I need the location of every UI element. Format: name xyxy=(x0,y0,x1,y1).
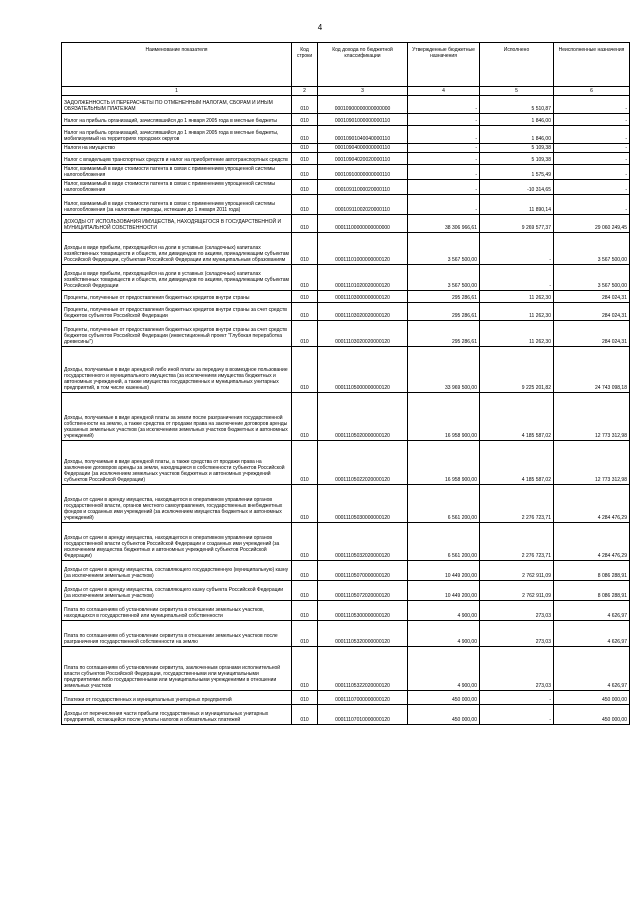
row-income-code: 00011101000000000120 xyxy=(318,233,408,265)
row-indicator-name: ЗАДОЛЖЕННОСТЬ И ПЕРЕРАСЧЕТЫ ПО ОТМЕНЕННЫМ НАЛОГАМ, СБОРАМ И ИНЫМ ОБЯЗАТЕЛЬНЫМ ПЛАТЕЖАМ xyxy=(62,96,292,114)
row-unexecuted-amount: 284 024,31 xyxy=(554,303,630,321)
table-row xyxy=(62,303,630,321)
row-executed-amount: 1 575,49 xyxy=(480,165,554,180)
row-unexecuted-amount: 284 024,31 xyxy=(554,321,630,347)
row-income-code: 00011105072020000120 xyxy=(318,581,408,601)
row-unexecuted-amount: 284 024,31 xyxy=(554,291,630,303)
row-income-code: 00011105020000000120 xyxy=(318,393,408,441)
row-indicator-name: Налог, взимаемый в виде стоимости патента в связи с применением упрощенной системы налогообложения (за налоговые периоды, истекшие до 1 января 2011 года) xyxy=(62,195,292,215)
row-executed-amount: 11 262,30 xyxy=(480,291,554,303)
row-income-code: 00011103000000000120 xyxy=(318,291,408,303)
row-unexecuted-amount: 12 773 312,98 xyxy=(554,441,630,485)
row-income-code: 00010911000020000110 xyxy=(318,180,408,195)
row-executed-amount: - xyxy=(480,265,554,291)
row-line-code: 010 xyxy=(292,485,318,523)
row-line-code: 010 xyxy=(292,601,318,621)
row-unexecuted-amount: - xyxy=(554,195,630,215)
table-row xyxy=(62,265,630,291)
row-income-code: 00011107000000000120 xyxy=(318,691,408,705)
row-indicator-name: Платежи от государственных и муниципальных унитарных предприятий xyxy=(62,691,292,705)
row-indicator-name: Доходы, получаемые в виде арендной платы за земли после разграничения государственной собственности на землю, а также средства от продажи права на заключение договоров аренды указанных земельных участков (за исключением земельных участков бюджетных и автономных учреждений) xyxy=(62,393,292,441)
row-income-code: 00011103020020000120 xyxy=(318,321,408,347)
row-income-code: 00011105300000000120 xyxy=(318,601,408,621)
row-line-code: 010 xyxy=(292,621,318,647)
row-income-code: 00011101020020000120 xyxy=(318,265,408,291)
table-body xyxy=(62,96,630,725)
row-unexecuted-amount: 4 284 476,29 xyxy=(554,485,630,523)
table-row xyxy=(62,691,630,705)
row-executed-amount: -10 314,65 xyxy=(480,180,554,195)
row-executed-amount: 9 269 577,37 xyxy=(480,215,554,233)
table-row xyxy=(62,215,630,233)
row-line-code: 010 xyxy=(292,441,318,485)
row-income-code: 00011105320000000120 xyxy=(318,621,408,647)
row-indicator-name: Доходы от перечисления части прибыли государственных и муниципальных унитарных предприятий, остающейся после уплаты налогов и обязательных платежей xyxy=(62,705,292,725)
row-line-code: 010 xyxy=(292,647,318,691)
column-number: 6 xyxy=(554,87,630,96)
row-approved-amount: 10 449 200,00 xyxy=(408,561,480,581)
table-row xyxy=(62,233,630,265)
row-line-code: 010 xyxy=(292,180,318,195)
column-number: 3 xyxy=(318,87,408,96)
row-indicator-name: Проценты, полученные от предоставления бюджетных кредитов внутри страны за счет средств бюджетов субъектов Российской Федерации (инвестиционный проект "Глубокая переработка древесины") xyxy=(62,321,292,347)
row-line-code: 010 xyxy=(292,581,318,601)
row-indicator-name: Доходы, получаемые в виде арендной либо иной платы за передачу в возмездное пользование государственного и муниципального имущества (за исключением имущества бюджетных и автономных учреждений, а также имущества государственных и муниципальных унитарных предприятий, в том числе казенных) xyxy=(62,347,292,393)
row-unexecuted-amount: 450 000,00 xyxy=(554,705,630,725)
row-approved-amount: 4 900,00 xyxy=(408,601,480,621)
table-row xyxy=(62,601,630,621)
row-income-code: 00011107010000000120 xyxy=(318,705,408,725)
table-row xyxy=(62,165,630,180)
row-income-code: 00011105022020000120 xyxy=(318,441,408,485)
row-income-code: 00011105030000000120 xyxy=(318,485,408,523)
row-unexecuted-amount: - xyxy=(554,180,630,195)
row-indicator-name: Доходы в виде прибыли, приходящейся на доли в уставных (складочных) капиталах хозяйственных товариществ и обществ, или дивидендов по акциям, принадлежащим субъектам Российской Федерации, субъектам Российской Федерации или муниципальным образованиям xyxy=(62,233,292,265)
row-indicator-name: Проценты, полученные от предоставления бюджетных кредитов внутри страны xyxy=(62,291,292,303)
table-row xyxy=(62,581,630,601)
row-indicator-name: Плата по соглашениям об установлении сервитута в отношении земельных участков после разграничения государственной собственности на землю xyxy=(62,621,292,647)
table-row xyxy=(62,144,630,153)
column-number-row xyxy=(62,87,630,96)
row-unexecuted-amount: - xyxy=(554,96,630,114)
row-indicator-name: Налог с владельцев транспортных средств и налог на приобретение автотранспортных средств xyxy=(62,153,292,165)
table-row xyxy=(62,393,630,441)
row-approved-amount: 16 958 900,00 xyxy=(408,441,480,485)
row-executed-amount: - xyxy=(480,233,554,265)
row-approved-amount: 295 286,61 xyxy=(408,321,480,347)
row-approved-amount: 4 900,00 xyxy=(408,647,480,691)
row-income-code: 00010901040040000110 xyxy=(318,126,408,144)
table-row xyxy=(62,126,630,144)
row-line-code: 010 xyxy=(292,96,318,114)
row-line-code: 010 xyxy=(292,291,318,303)
row-line-code: 010 xyxy=(292,126,318,144)
row-approved-amount: 450 000,00 xyxy=(408,691,480,705)
table-header-row xyxy=(62,43,630,87)
row-indicator-name: Плата по соглашениям об установлении сервитута, заключенным органами исполнительной власти субъектов Российской Федерации, государственными или муниципальными предприятиями либо государственными или муниципальными учреждениями в отношении земельных участков xyxy=(62,647,292,691)
table-row xyxy=(62,195,630,215)
table-row xyxy=(62,96,630,114)
row-line-code: 010 xyxy=(292,303,318,321)
row-indicator-name: Доходы от сдачи в аренду имущества, составляющего казну субъекта Российской Федерации (за исключением земельных участков) xyxy=(62,581,292,601)
table-row xyxy=(62,114,630,126)
header-line-code: Код строки xyxy=(292,43,318,87)
row-indicator-name: Налог на прибыль организаций, зачислявшийся до 1 января 2005 года в местные бюджеты, мобилизуемый на территориях городских округов xyxy=(62,126,292,144)
row-unexecuted-amount: 3 567 500,00 xyxy=(554,265,630,291)
row-approved-amount: 450 000,00 xyxy=(408,705,480,725)
row-unexecuted-amount: - xyxy=(554,153,630,165)
row-executed-amount: 1 846,00 xyxy=(480,114,554,126)
row-approved-amount: 3 567 500,00 xyxy=(408,233,480,265)
row-executed-amount: - xyxy=(480,705,554,725)
row-approved-amount: - xyxy=(408,144,480,153)
row-executed-amount: 5 109,38 xyxy=(480,144,554,153)
row-executed-amount: 1 846,00 xyxy=(480,126,554,144)
row-unexecuted-amount: 450 000,00 xyxy=(554,691,630,705)
row-line-code: 010 xyxy=(292,114,318,126)
row-indicator-name: Доходы от сдачи в аренду имущества, находящегося в оперативном управлении органов государственной власти, органов местного самоуправления, государственных внебюджетных фондов и созданных ими учреждений (за исключением имущества бюджетных и автономных учреждений) xyxy=(62,485,292,523)
row-unexecuted-amount: 29 060 249,45 xyxy=(554,215,630,233)
row-approved-amount: - xyxy=(408,180,480,195)
row-approved-amount: 6 561 200,00 xyxy=(408,523,480,561)
row-executed-amount: 2 276 723,71 xyxy=(480,523,554,561)
row-indicator-name: Доходы от сдачи в аренду имущества, находящегося в оперативном управлении органов государственной власти субъектов Российской Федерации и созданных ими учреждений (за исключением имущества бюджетных и автономных учреждений субъектов Российской Федерации) xyxy=(62,523,292,561)
header-unexecuted: Неисполненные назначения xyxy=(554,43,630,87)
table-row xyxy=(62,153,630,165)
row-line-code: 010 xyxy=(292,321,318,347)
row-approved-amount: - xyxy=(408,195,480,215)
table-row xyxy=(62,485,630,523)
row-unexecuted-amount: 8 086 288,91 xyxy=(554,561,630,581)
table-row xyxy=(62,523,630,561)
row-executed-amount: 4 185 587,02 xyxy=(480,441,554,485)
row-unexecuted-amount: 8 086 288,91 xyxy=(554,581,630,601)
row-indicator-name: Проценты, полученные от предоставления бюджетных кредитов внутри страны за счет средств бюджетов субъектов Российской Федерации xyxy=(62,303,292,321)
row-indicator-name: Налог, взимаемый в виде стоимости патента в связи с применением упрощенной системы налогообложения xyxy=(62,180,292,195)
row-line-code: 010 xyxy=(292,393,318,441)
table-row xyxy=(62,291,630,303)
row-unexecuted-amount: 4 626,97 xyxy=(554,621,630,647)
row-line-code: 010 xyxy=(292,233,318,265)
row-indicator-name: Доходы от сдачи в аренду имущества, составляющего государственную (муниципальную) казну (за исключением земельных участков) xyxy=(62,561,292,581)
row-approved-amount: 38 306 966,61 xyxy=(408,215,480,233)
row-executed-amount: 11 262,30 xyxy=(480,321,554,347)
row-indicator-name: Налог на прибыль организаций, зачислявшийся до 1 января 2005 года в местные бюджеты xyxy=(62,114,292,126)
row-line-code: 010 xyxy=(292,165,318,180)
table-row xyxy=(62,180,630,195)
row-unexecuted-amount: 12 773 312,98 xyxy=(554,393,630,441)
row-income-code: 00011105322020000120 xyxy=(318,647,408,691)
row-line-code: 010 xyxy=(292,265,318,291)
row-executed-amount: 4 185 587,02 xyxy=(480,393,554,441)
row-approved-amount: 10 449 200,00 xyxy=(408,581,480,601)
row-line-code: 010 xyxy=(292,215,318,233)
row-unexecuted-amount: 3 567 500,00 xyxy=(554,233,630,265)
row-approved-amount: 33 969 500,00 xyxy=(408,347,480,393)
header-approved: Утвержденные бюджетные назначения xyxy=(408,43,480,87)
row-income-code: 00011105000000000120 xyxy=(318,347,408,393)
row-line-code: 010 xyxy=(292,705,318,725)
row-income-code: 00010900000000000000 xyxy=(318,96,408,114)
row-income-code: 00011100000000000000 xyxy=(318,215,408,233)
header-income-code: Код дохода по бюджетной классификации xyxy=(318,43,408,87)
row-unexecuted-amount: - xyxy=(554,114,630,126)
row-approved-amount: - xyxy=(408,153,480,165)
row-line-code: 010 xyxy=(292,153,318,165)
row-income-code: 00010910000000000110 xyxy=(318,165,408,180)
row-unexecuted-amount: 24 743 098,18 xyxy=(554,347,630,393)
column-number: 2 xyxy=(292,87,318,96)
row-income-code: 00010904000000000110 xyxy=(318,144,408,153)
row-executed-amount: 11 890,14 xyxy=(480,195,554,215)
row-approved-amount: 6 561 200,00 xyxy=(408,485,480,523)
table-row xyxy=(62,347,630,393)
row-approved-amount: 295 286,61 xyxy=(408,291,480,303)
row-income-code: 00011105070000000120 xyxy=(318,561,408,581)
row-executed-amount: 2 762 911,09 xyxy=(480,581,554,601)
table-row xyxy=(62,705,630,725)
header-executed: Исполнено xyxy=(480,43,554,87)
row-unexecuted-amount: - xyxy=(554,126,630,144)
table-row xyxy=(62,621,630,647)
table-row xyxy=(62,561,630,581)
row-executed-amount: 273,03 xyxy=(480,647,554,691)
row-line-code: 010 xyxy=(292,691,318,705)
row-executed-amount: 273,03 xyxy=(480,601,554,621)
row-executed-amount: 273,03 xyxy=(480,621,554,647)
row-income-code: 00011105032020000120 xyxy=(318,523,408,561)
row-approved-amount: - xyxy=(408,96,480,114)
row-line-code: 010 xyxy=(292,195,318,215)
table-row xyxy=(62,647,630,691)
row-executed-amount: 2 762 911,09 xyxy=(480,561,554,581)
header-indicator-name: Наименование показателя xyxy=(62,43,292,87)
row-indicator-name: Доходы в виде прибыли, приходящейся на доли в уставных (складочных) капиталах хозяйственных товариществ и обществ, или дивидендов по акциям, принадлежащим субъектам Российской Федерации xyxy=(62,265,292,291)
row-unexecuted-amount: - xyxy=(554,144,630,153)
budget-execution-table xyxy=(61,42,630,725)
row-income-code: 00010901000000000110 xyxy=(318,114,408,126)
row-approved-amount: - xyxy=(408,165,480,180)
row-approved-amount: - xyxy=(408,126,480,144)
column-number: 4 xyxy=(408,87,480,96)
table-row xyxy=(62,321,630,347)
row-executed-amount: 11 262,30 xyxy=(480,303,554,321)
row-income-code: 00011103020020000120 xyxy=(318,303,408,321)
row-line-code: 010 xyxy=(292,347,318,393)
column-number: 1 xyxy=(62,87,292,96)
row-unexecuted-amount: 4 626,97 xyxy=(554,601,630,621)
row-indicator-name: ДОХОДЫ ОТ ИСПОЛЬЗОВАНИЯ ИМУЩЕСТВА, НАХОДЯЩЕГОСЯ В ГОСУДАРСТВЕННОЙ И МУНИЦИПАЛЬНОЙ СОБСТВЕННОСТИ xyxy=(62,215,292,233)
column-number: 5 xyxy=(480,87,554,96)
row-unexecuted-amount: 4 626,97 xyxy=(554,647,630,691)
row-indicator-name: Доходы, получаемые в виде арендной платы, а также средства от продажи права на заключение договоров аренды за земли, находящиеся в собственности субъектов Российской Федерации (за исключением земельных участков бюджетных и автономных учреждений субъектов Российской Федерации) xyxy=(62,441,292,485)
row-line-code: 010 xyxy=(292,523,318,561)
row-approved-amount: 3 567 500,00 xyxy=(408,265,480,291)
table-row xyxy=(62,441,630,485)
row-unexecuted-amount: - xyxy=(554,165,630,180)
row-approved-amount: 295 286,61 xyxy=(408,303,480,321)
row-approved-amount: 16 958 900,00 xyxy=(408,393,480,441)
row-line-code: 010 xyxy=(292,144,318,153)
row-executed-amount: - xyxy=(480,691,554,705)
row-income-code: 00010911002020000110 xyxy=(318,195,408,215)
row-approved-amount: 4 900,00 xyxy=(408,621,480,647)
row-executed-amount: 5 109,38 xyxy=(480,153,554,165)
row-line-code: 010 xyxy=(292,561,318,581)
row-approved-amount: - xyxy=(408,114,480,126)
row-executed-amount: 2 276 723,71 xyxy=(480,485,554,523)
row-unexecuted-amount: 4 284 476,29 xyxy=(554,523,630,561)
row-indicator-name: Плата по соглашениям об установлении сервитута в отношении земельных участков, находящихся в государственной или муниципальной собственности xyxy=(62,601,292,621)
row-indicator-name: Налог, взимаемый в виде стоимости патента в связи с применением упрощенной системы налогообложения xyxy=(62,165,292,180)
page-number: 4 xyxy=(317,23,323,32)
row-executed-amount: 5 510,87 xyxy=(480,96,554,114)
row-indicator-name: Налоги на имущество xyxy=(62,144,292,153)
row-executed-amount: 9 225 201,82 xyxy=(480,347,554,393)
row-income-code: 00010904020020000110 xyxy=(318,153,408,165)
